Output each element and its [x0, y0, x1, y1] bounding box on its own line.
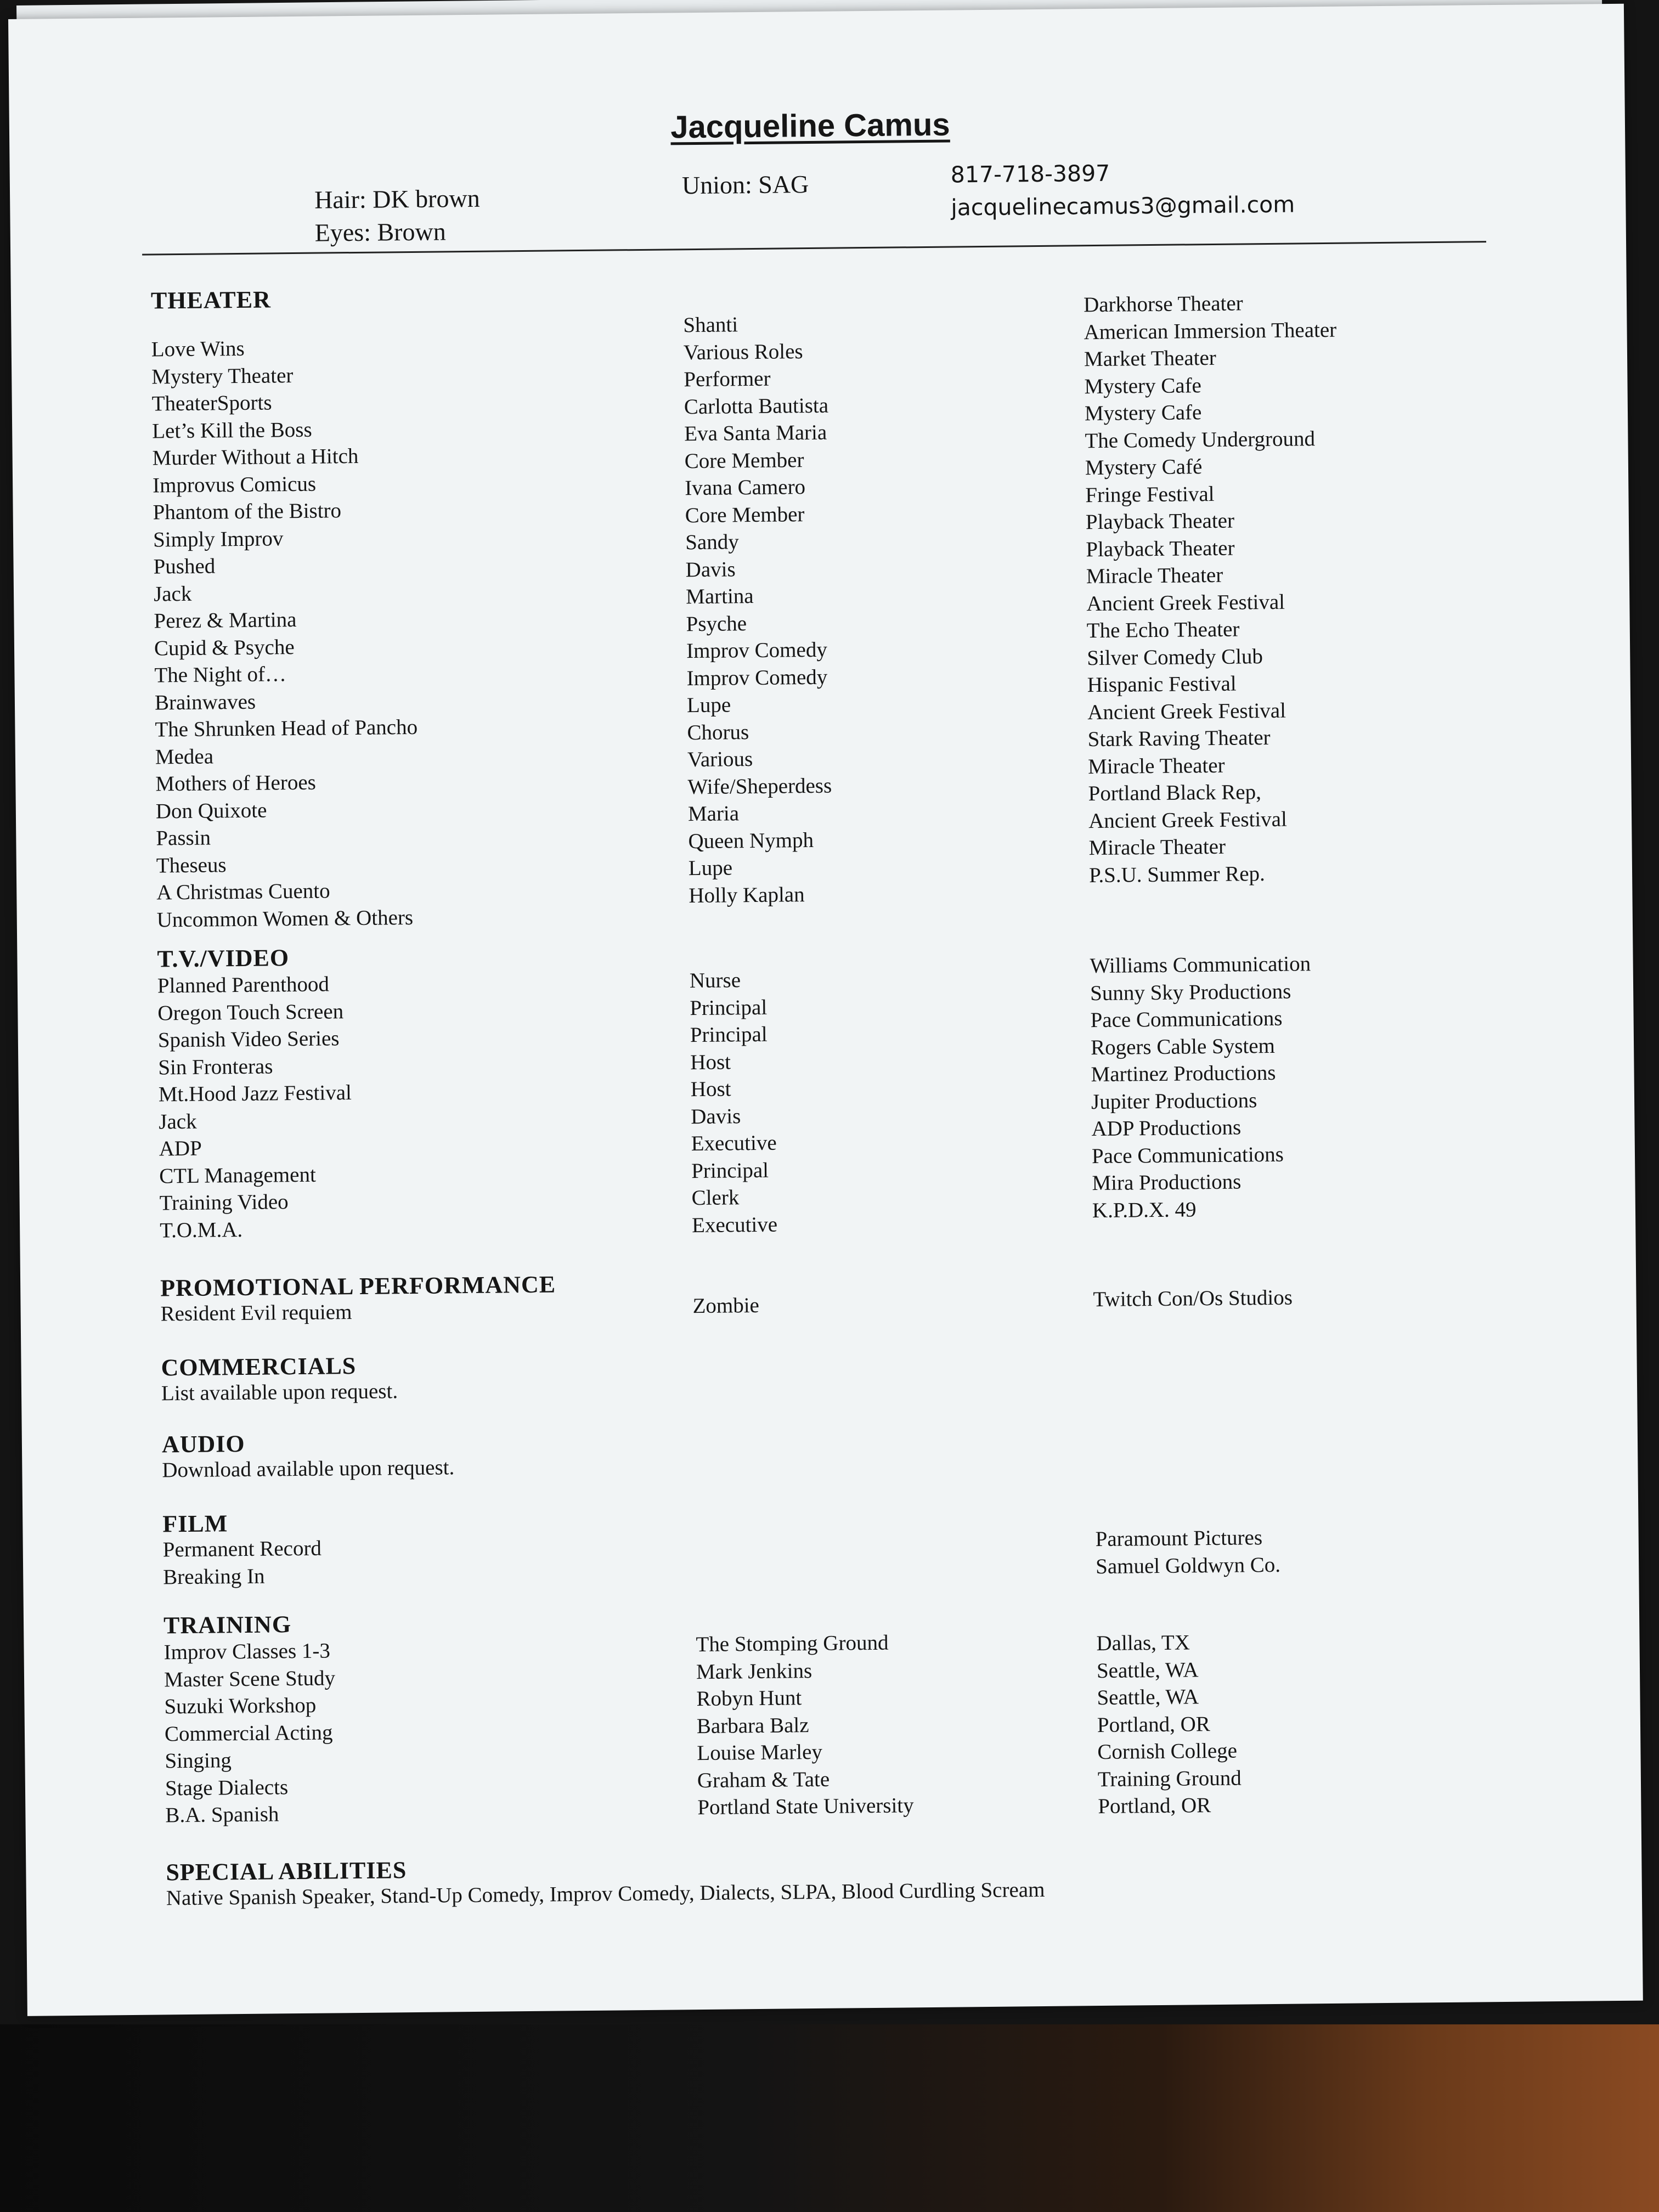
- training-locations-column: [1096, 1629, 1242, 1820]
- film-company: Samuel Goldwyn Co.: [1095, 1553, 1281, 1578]
- special-abilities-text: Native Spanish Speaker, Stand-Up Comedy, Improv Comedy, Dialects, SLPA, Blood Curdling Scream: [166, 1878, 1045, 1910]
- film-heading: FILM: [162, 1510, 228, 1538]
- theater-title: Perez & Martina: [154, 608, 297, 633]
- theater-role: Maria: [687, 802, 740, 826]
- theater-role: Lupe: [686, 693, 731, 718]
- theater-venue: Ancient Greek Festival: [1086, 590, 1285, 616]
- theater-role: Chorus: [687, 720, 749, 744]
- training-teachers-column: [696, 1629, 914, 1821]
- table-surface: [0, 2024, 1659, 2212]
- training-teacher: Portland State University: [697, 1793, 914, 1820]
- theater-role: Queen Nymph: [688, 828, 814, 853]
- tv-title: Jack: [159, 1109, 197, 1133]
- training-teacher: Barbara Balz: [696, 1713, 809, 1738]
- film-company: Paramount Pictures: [1095, 1526, 1263, 1551]
- tv-title: Oregon Touch Screen: [157, 999, 344, 1025]
- training-course: B.A. Spanish: [165, 1802, 279, 1827]
- tv-company: Rogers Cable System: [1090, 1034, 1276, 1059]
- training-teacher: Robyn Hunt: [696, 1686, 802, 1711]
- tv-role: Executive: [691, 1212, 778, 1237]
- phone-number: 817-718-3897: [950, 160, 1110, 188]
- theater-venue: Ancient Greek Festival: [1087, 698, 1286, 724]
- theater-role: Psyche: [686, 611, 747, 636]
- theater-venue: Mystery Cafe: [1084, 373, 1202, 398]
- training-courses-column: [163, 1637, 336, 1829]
- promotional-heading: PROMOTIONAL PERFORMANCE: [160, 1271, 556, 1302]
- theater-venue: Ancient Greek Festival: [1088, 807, 1288, 833]
- tv-role: Host: [690, 1049, 731, 1074]
- theater-venue: Hispanic Festival: [1087, 672, 1237, 697]
- theater-venue: Fringe Festival: [1085, 482, 1215, 507]
- training-location: Dallas, TX: [1096, 1630, 1190, 1656]
- theater-venue: Miracle Theater: [1088, 834, 1226, 860]
- tv-company: Martinez Productions: [1091, 1060, 1276, 1087]
- theater-role: Sandy: [685, 530, 739, 555]
- theater-role: Improv Comedy: [686, 665, 828, 690]
- theater-roles-column: [683, 311, 833, 909]
- theater-venue: American Immersion Theater: [1084, 318, 1337, 344]
- film-titles-column: [163, 1535, 322, 1591]
- training-course: Commercial Acting: [164, 1720, 333, 1746]
- tv-title: CTL Management: [159, 1163, 317, 1188]
- commercials-text: List available upon request.: [161, 1379, 398, 1406]
- film-title: Permanent Record: [162, 1536, 322, 1562]
- theater-venue: The Echo Theater: [1086, 617, 1240, 643]
- commercials-heading: COMMERCIALS: [161, 1352, 357, 1381]
- theater-title: Improvus Comicus: [152, 472, 317, 498]
- tv-company: Williams Communication: [1090, 952, 1311, 978]
- tv-title: Planned Parenthood: [157, 972, 330, 998]
- hair-info: Hair: DK brown: [314, 184, 480, 214]
- theater-title: Murder Without a Hitch: [152, 444, 359, 470]
- theater-venue: Silver Comedy Club: [1087, 644, 1263, 670]
- training-course: Improv Classes 1-3: [163, 1639, 331, 1664]
- tv-company: Jupiter Productions: [1091, 1088, 1257, 1114]
- tv-roles-column: [690, 967, 778, 1239]
- training-location: Portland, OR: [1097, 1712, 1210, 1737]
- theater-title: Jack: [153, 582, 192, 606]
- tv-role: Executive: [691, 1131, 777, 1156]
- training-location: Training Ground: [1097, 1766, 1242, 1791]
- tv-role: Principal: [690, 1022, 768, 1047]
- tv-company: Mira Productions: [1092, 1170, 1242, 1195]
- theater-title: Don Quixote: [155, 798, 267, 823]
- theater-title: Let’s Kill the Boss: [152, 417, 312, 443]
- theater-titles-column: [151, 334, 420, 934]
- training-location: Portland, OR: [1098, 1793, 1211, 1819]
- theater-title: TheaterSports: [151, 391, 272, 416]
- theater-role: Eva Santa Maria: [684, 420, 827, 446]
- theater-role: Core Member: [685, 502, 805, 527]
- theater-role: Davis: [685, 557, 736, 582]
- tv-role: Davis: [691, 1104, 741, 1128]
- training-location: Cornish College: [1097, 1739, 1238, 1764]
- theater-venue: Market Theater: [1084, 346, 1216, 371]
- training-teacher: Graham & Tate: [697, 1767, 830, 1792]
- theater-title: The Night of…: [154, 662, 287, 687]
- promotional-company: Twitch Con/Os Studios: [1093, 1285, 1293, 1312]
- promotional-role: Zombie: [692, 1293, 760, 1318]
- theater-title: Theseus: [156, 853, 227, 877]
- theater-title: Simply Improv: [153, 526, 284, 552]
- training-teacher: Mark Jenkins: [696, 1658, 812, 1684]
- training-course: Suzuki Workshop: [164, 1693, 317, 1719]
- training-heading: TRAINING: [163, 1611, 292, 1639]
- union-info: Union: SAG: [681, 170, 809, 200]
- resume-page: [8, 4, 1643, 2016]
- tv-title: Spanish Video Series: [157, 1026, 340, 1052]
- theater-role: Martina: [685, 584, 754, 609]
- tv-company: ADP Productions: [1091, 1115, 1242, 1141]
- email-address: jacquelinecamus3@gmail.com: [951, 191, 1295, 221]
- theater-role: Performer: [684, 366, 771, 392]
- theater-role: Core Member: [684, 448, 804, 473]
- tv-title: Training Video: [159, 1190, 289, 1215]
- training-course: Master Scene Study: [163, 1666, 336, 1691]
- theater-title: Phantom of the Bistro: [153, 499, 342, 524]
- theater-title: Pushed: [153, 554, 216, 579]
- theater-title: The Shrunken Head of Pancho: [155, 715, 418, 742]
- film-companies-column: [1095, 1524, 1280, 1580]
- theater-heading: THEATER: [150, 286, 272, 314]
- theater-role: Ivana Camero: [685, 475, 806, 500]
- audio-heading: AUDIO: [161, 1430, 245, 1458]
- tv-company: K.P.D.X. 49: [1092, 1197, 1197, 1222]
- tv-title: Sin Fronteras: [158, 1054, 273, 1079]
- theater-title: A Christmas Cuento: [156, 879, 330, 905]
- theater-venue: Miracle Theater: [1086, 563, 1223, 589]
- theater-title: Medea: [155, 744, 214, 769]
- eyes-info: Eyes: Brown: [314, 217, 446, 247]
- theater-venue: The Comedy Underground: [1085, 426, 1316, 453]
- training-teacher: The Stomping Ground: [696, 1630, 889, 1657]
- tv-companies-column: [1090, 950, 1313, 1224]
- theater-role: Various Roles: [683, 339, 803, 364]
- theater-title: Love Wins: [151, 336, 245, 362]
- theater-venue: Portland Black Rep,: [1088, 780, 1262, 806]
- theater-venue: Playback Theater: [1086, 536, 1235, 561]
- tv-company: Sunny Sky Productions: [1090, 979, 1291, 1005]
- tv-title: ADP: [159, 1136, 202, 1161]
- theater-role: Lupe: [688, 856, 733, 881]
- tv-role: Clerk: [691, 1186, 740, 1210]
- theater-title: Uncommon Women & Others: [156, 905, 414, 932]
- theater-title: Mystery Theater: [151, 363, 294, 389]
- special-abilities-heading: SPECIAL ABILITIES: [166, 1857, 407, 1886]
- theater-venue: Playback Theater: [1085, 509, 1235, 534]
- tv-role: Nurse: [689, 968, 741, 993]
- theater-title: Cupid & Psyche: [154, 635, 295, 660]
- theater-title: Mothers of Heroes: [155, 770, 317, 796]
- theater-title: Passin: [156, 826, 211, 850]
- theater-venue: Miracle Theater: [1087, 753, 1225, 778]
- tv-role: Principal: [691, 1158, 769, 1183]
- tv-video-heading: T.V./VIDEO: [157, 944, 290, 973]
- audio-text: Download available upon request.: [162, 1455, 455, 1482]
- training-location: Seattle, WA: [1097, 1685, 1199, 1710]
- training-teacher: Louise Marley: [697, 1740, 823, 1765]
- theater-venue: Mystery Café: [1085, 455, 1203, 480]
- theater-role: Holly Kaplan: [689, 882, 805, 907]
- theater-venues-column: [1084, 289, 1342, 889]
- theater-role: Carlotta Bautista: [684, 393, 829, 419]
- tv-title: T.O.M.A.: [159, 1217, 243, 1242]
- theater-venue: Stark Raving Theater: [1087, 725, 1271, 752]
- theater-role: Various: [687, 747, 753, 772]
- theater-venue: Mystery Cafe: [1084, 400, 1202, 426]
- training-course: Singing: [165, 1748, 232, 1773]
- theater-role: Wife/Sheperdess: [687, 774, 832, 799]
- theater-role: Shanti: [683, 313, 738, 337]
- promotional-title: Resident Evil requiem: [160, 1300, 352, 1326]
- theater-role: Improv Comedy: [686, 637, 828, 663]
- theater-venue: P.S.U. Summer Rep.: [1088, 861, 1265, 887]
- tv-title: Mt.Hood Jazz Festival: [158, 1081, 352, 1107]
- film-title: Breaking In: [163, 1564, 265, 1589]
- tv-role: Principal: [690, 995, 768, 1020]
- tv-role: Host: [690, 1077, 731, 1102]
- tv-titles-column: [157, 970, 353, 1244]
- tv-company: Pace Communications: [1091, 1142, 1284, 1168]
- training-location: Seattle, WA: [1096, 1657, 1199, 1683]
- training-course: Stage Dialects: [165, 1775, 289, 1800]
- resume-name: Jacqueline Camus: [670, 106, 950, 145]
- theater-venue: Darkhorse Theater: [1083, 291, 1243, 317]
- tv-company: Pace Communications: [1090, 1006, 1283, 1032]
- theater-title: Brainwaves: [154, 690, 256, 714]
